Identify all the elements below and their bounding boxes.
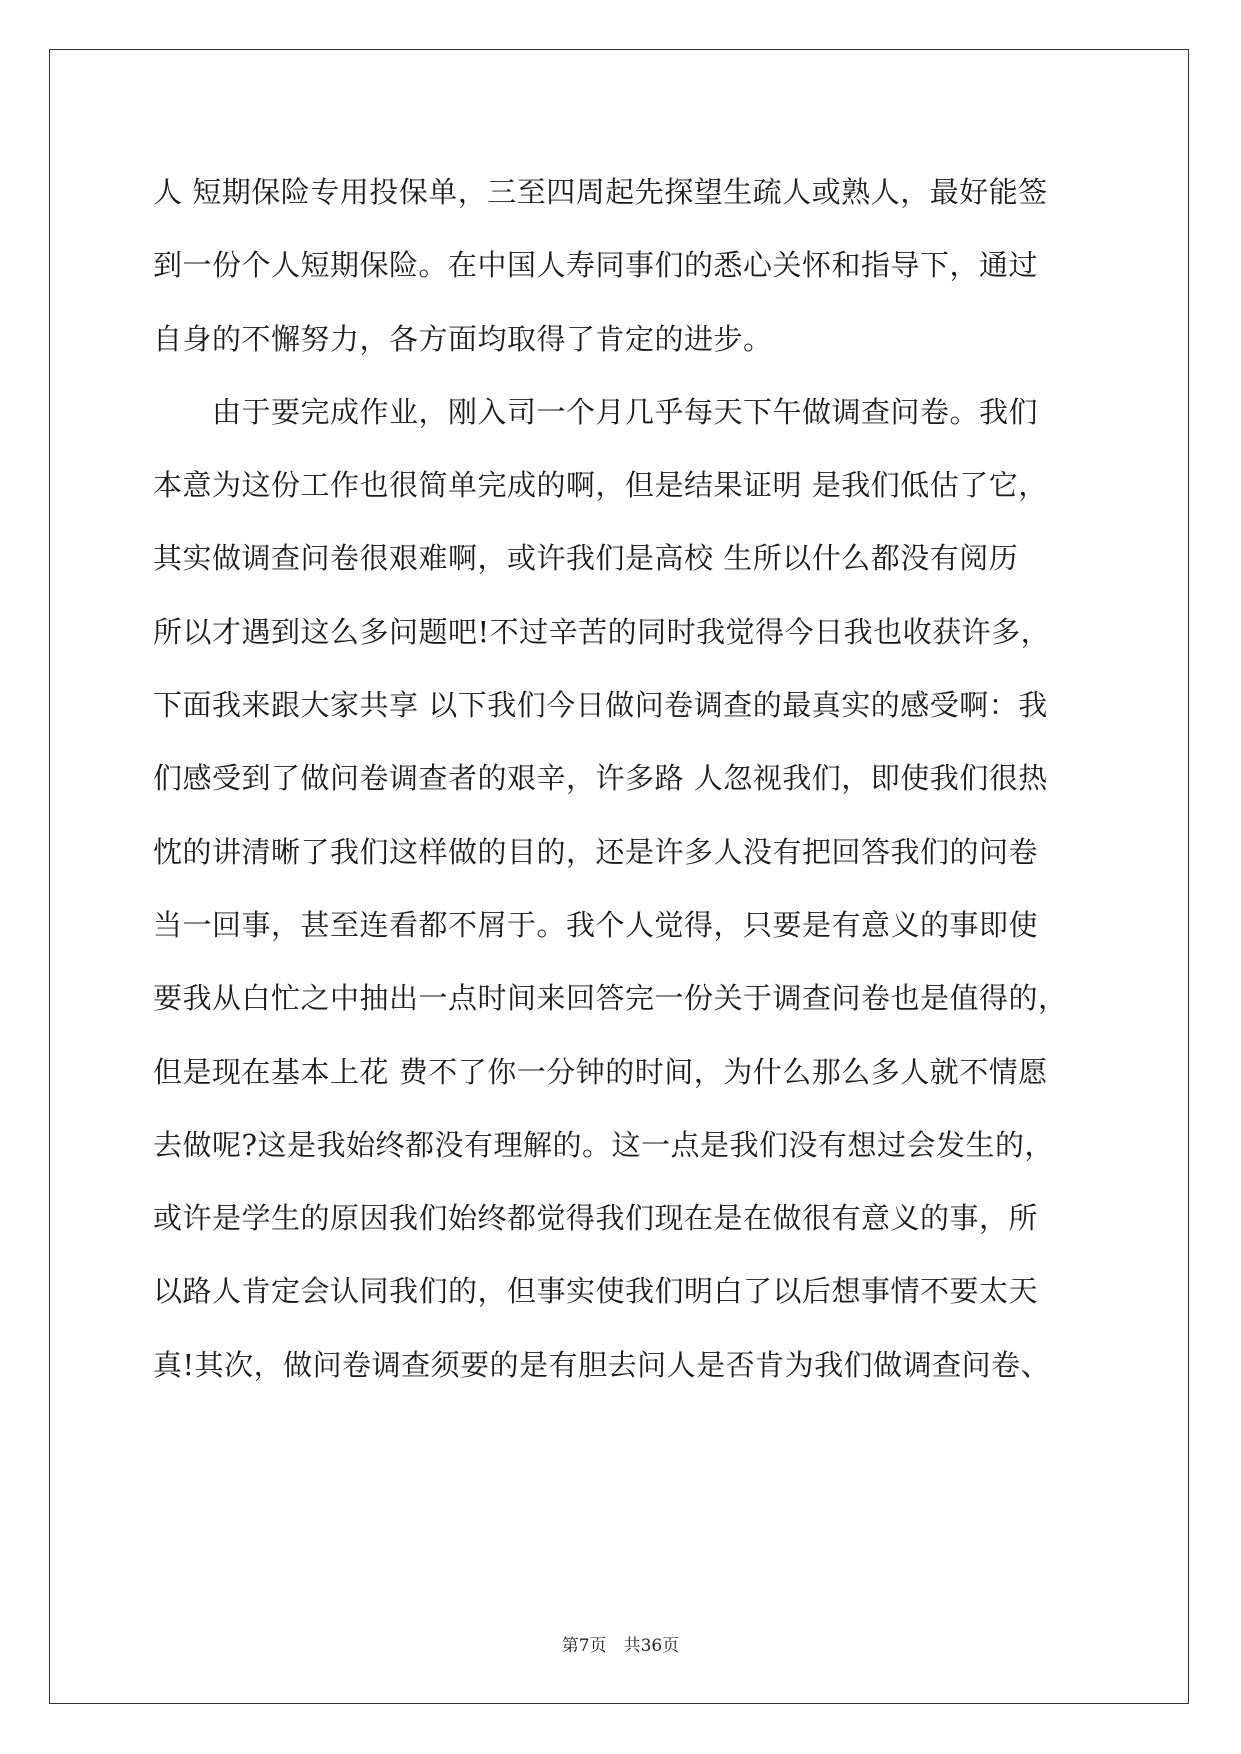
text-line: 忱的讲清晰了我们这样做的目的，还是许多人没有把回答我们的问卷	[153, 834, 1039, 869]
text-line: 其实做调查问卷很艰难啊，或许我们是高校 生所以什么都没有阅历	[153, 541, 1019, 576]
text-line: 下面我来跟大家共享 以下我们今日做问卷调查的最真实的感受啊：我	[153, 688, 1048, 723]
text-line: 们感受到了做问卷调查者的艰辛，许多路 人忽视我们，即使我们很热	[153, 761, 1048, 796]
text-line: 当一回事，甚至连看都不屑于。我个人觉得，只要是有意义的事即使	[153, 907, 1039, 942]
text-line: 本意为这份工作也很简单完成的啊，但是结果证明 是我们低估了它，	[153, 468, 1048, 503]
page-number-footer: 第7页 共36页	[561, 1636, 680, 1656]
text-line: 到一份个人短期保险。在中国人寿同事们的悉心关怀和指导下，通过	[153, 248, 1039, 283]
text-line: 要我从白忙之中抽出一点时间来回答完一份关于调查问卷也是值得的，	[153, 981, 1068, 1016]
text-line: 人 短期保险专用投保单，三至四周起先探望生疏人或熟人，最好能签	[153, 175, 1048, 209]
text-line: 但是现在基本上花 费不了你一分钟的时间，为什么那么多人就不情愿	[153, 1054, 1048, 1089]
text-line: 以路人肯定会认同我们的，但事实使我们明白了以后想事情不要太天	[153, 1274, 1039, 1309]
text-line: 由于要完成作业，刚入司一个月几乎每天下午做调查问卷。我们	[153, 394, 1039, 429]
text-line: 真!其次，做问卷调查须要的是有胆去问人是否肯为我们做调查问卷、	[153, 1347, 1051, 1382]
text-line: 自身的不懈努力，各方面均取得了肯定的进步。	[153, 321, 773, 356]
text-line: 所以才遇到这么多问题吧!不过辛苦的同时我觉得今日我也收获许多，	[153, 614, 1051, 649]
text-line: 或许是学生的原因我们始终都觉得我们现在是在做很有意义的事，所	[153, 1201, 1039, 1236]
text-line: 去做呢?这是我始终都没有理解的。这一点是我们没有想过会发生的，	[153, 1127, 1055, 1162]
document-body	[153, 156, 1103, 1402]
